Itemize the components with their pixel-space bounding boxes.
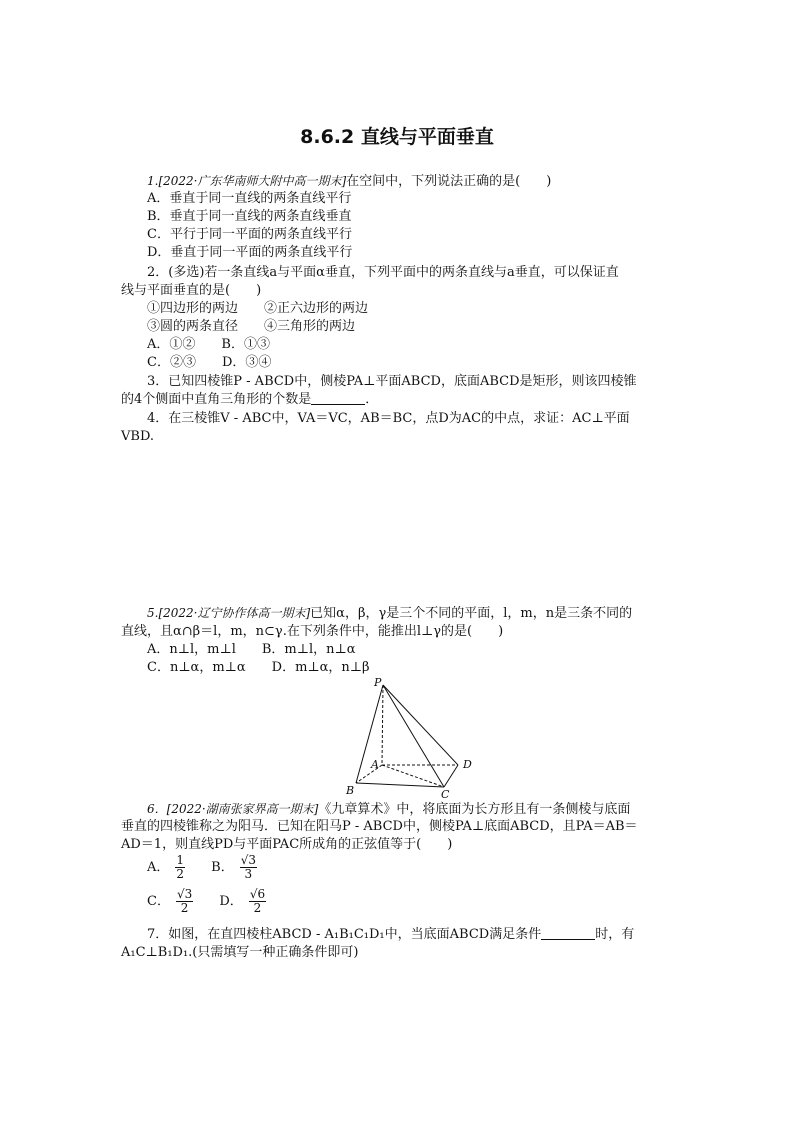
option-b-label: B．	[211, 860, 234, 875]
fraction-b-denominator: 3	[244, 867, 253, 881]
question-2-stem-line1: 2．(多选)若一条直线a与平面α垂直，下列平面中的两条直线与a垂直，可以保证直	[147, 265, 619, 280]
edge-pc	[383, 685, 444, 787]
question-6-source: 6．[2022·湖南张家界高一期末]	[147, 802, 319, 816]
vertex-label-p: P	[374, 676, 382, 689]
question-7-text-end: 时，有	[595, 927, 635, 942]
question-1-source: 1.[2022·广东华南师大附中高一期末]	[147, 174, 347, 188]
question-3-line2	[121, 391, 378, 409]
question-1-option-b: B．垂直于同一直线的两条直线垂直	[147, 209, 352, 224]
fraction-d-denominator: 2	[253, 901, 262, 915]
question-1-text: 在空间中，下列说法正确的是( )	[346, 174, 552, 189]
answer-blank	[541, 927, 595, 940]
question-1-option-c: C．平行于同一平面的两条直线平行	[147, 227, 352, 242]
question-5-options-row1: A．n⊥l，m⊥l B．m⊥l，n⊥α	[147, 642, 356, 657]
vertex-label-a: A	[371, 758, 379, 771]
answer-blank	[311, 392, 365, 405]
fraction-c-denominator: 2	[180, 901, 189, 915]
edge-pd	[383, 685, 458, 765]
question-1-option-d: D．垂直于同一平面的两条直线平行	[147, 245, 353, 260]
vertex-label-d: D	[463, 758, 472, 771]
fraction-d-numerator: √6	[249, 887, 266, 901]
fraction-a	[175, 854, 185, 881]
diagonal-ac-hidden	[382, 765, 444, 787]
question-6-options-row1	[147, 854, 279, 881]
question-5-source: 5.[2022·辽宁协作体高一期末]	[147, 606, 311, 620]
fraction-a-numerator: 1	[176, 853, 185, 867]
fraction-d	[249, 888, 266, 915]
question-2-options-row1: A．①② B．①③	[147, 337, 270, 352]
question-6-options-row2	[147, 888, 288, 915]
question-2-stem-line2: 线与平面垂直的是( )	[121, 283, 262, 298]
question-1-stem	[147, 172, 551, 191]
fraction-a-denominator: 2	[176, 867, 185, 881]
question-2-options-row2: C．②③ D．③④	[147, 355, 272, 370]
edge-pa-hidden	[382, 685, 383, 765]
question-2-items-row2: ③圆的两条直径 ④三角形的两边	[147, 319, 356, 334]
page-title: 8.6.2 直线与平面垂直	[300, 126, 494, 148]
question-1-option-a: A．垂直于同一直线的两条直线平行	[147, 191, 352, 206]
question-6-line2: 垂直的四棱锥称之为阳马．已知在阳马P - ABCD中，侧棱PA⊥底面ABCD，且PA＝AB＝	[121, 819, 638, 834]
option-c-label: C．	[147, 894, 170, 909]
fraction-c	[176, 888, 193, 915]
question-5-line2: 直线，且α∩β＝l，m，n⊂γ.在下列条件中，能推出l⊥γ的是( )	[121, 624, 504, 639]
question-7-line2: A₁C⊥B₁D₁.(只需填写一种正确条件即可)	[121, 945, 359, 960]
option-a-label: A．	[147, 860, 170, 875]
question-3-line1: 3．已知四棱锥P - ABCD中，侧棱PA⊥平面ABCD，底面ABCD是矩形，则该四棱锥	[147, 374, 637, 389]
question-2-items-row1: ①四边形的两边 ②正六边形的两边	[147, 301, 369, 316]
fraction-b-numerator: √3	[240, 853, 257, 867]
question-6-line3: AD＝1，则直线PD与平面PAC所成角的正弦值等于( )	[121, 837, 453, 852]
question-5-options-row2: C．n⊥α，m⊥α D．m⊥α，n⊥β	[147, 660, 370, 675]
fraction-c-numerator: √3	[176, 887, 193, 901]
question-7-text: 7．如图，在直四棱柱ABCD - A₁B₁C₁D₁中，当底面ABCD满足条件	[147, 927, 542, 942]
edge-bc	[356, 783, 444, 787]
option-d-label: D．	[219, 894, 243, 909]
question-6-option-b	[211, 854, 257, 881]
question-5-line1	[147, 604, 632, 623]
edge-cd	[444, 765, 458, 787]
question-6-option-d	[219, 888, 266, 915]
question-3-text: 的4个侧面中直角三角形的个数是	[121, 392, 312, 407]
question-6-text: 《九章算术》中，将底面为长方形且有一条侧棱与底面	[318, 802, 631, 817]
vertex-label-c: C	[441, 788, 450, 800]
vertex-label-b: B	[346, 784, 355, 797]
fraction-b	[240, 854, 257, 881]
question-6-line1	[147, 800, 630, 819]
question-4-line2: VBD.	[121, 429, 155, 444]
question-6-option-a	[147, 854, 185, 881]
question-5-text: 已知α，β，γ是三个不同的平面，l，m，n是三条不同的	[310, 606, 633, 621]
question-7-line1	[147, 926, 634, 944]
question-3-end: ．	[365, 392, 379, 407]
question-6-option-c	[147, 888, 193, 915]
question-4-line1: 4．在三棱锥V - ABC中，VA＝VC，AB＝BC，点D为AC的中点，求证：AC⊥平面	[147, 411, 630, 426]
pyramid-figure	[344, 676, 480, 800]
